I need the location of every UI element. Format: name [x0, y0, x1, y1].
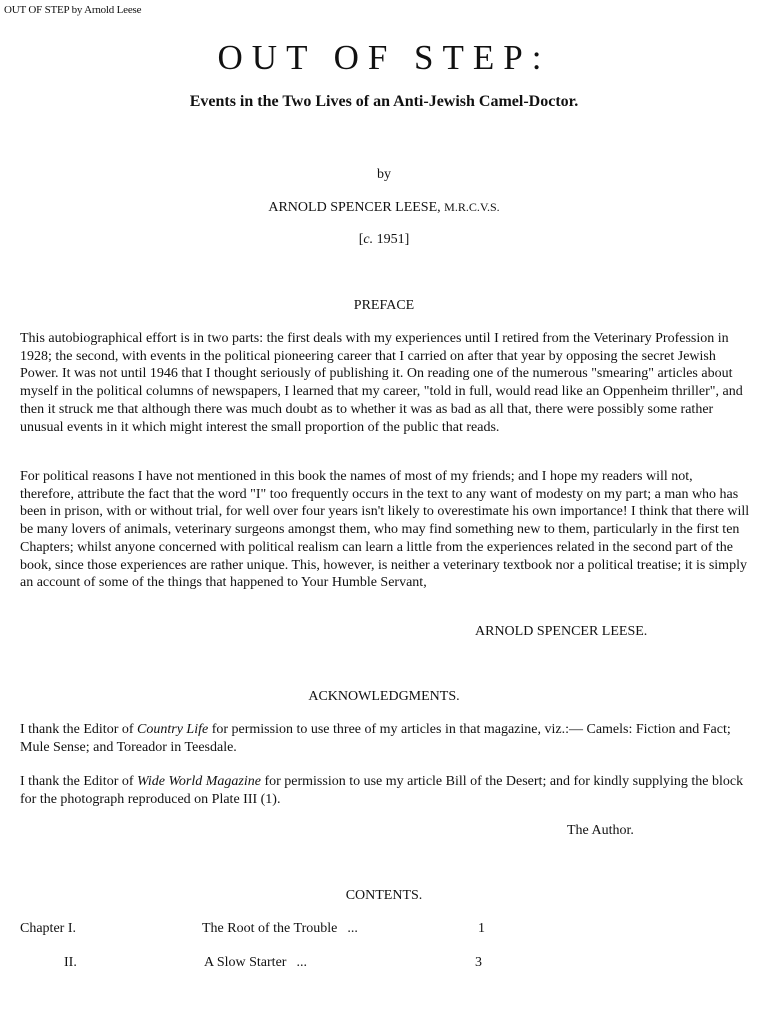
running-head: OUT OF STEP by Arnold Leese: [4, 4, 142, 16]
ack2-publication: Wide World Magazine: [137, 774, 261, 789]
by-line: by: [377, 167, 391, 182]
ack1-publication: Country Life: [137, 722, 209, 737]
contents-leader: ...: [347, 921, 358, 936]
ack1-text-after: for permission to use three of my articles in that magazine, viz.:— Camels: Fiction and Fact; Mule Sense; and Toreador in Teesdale.: [20, 722, 731, 755]
acknowledgment-paragraph-1: [20, 721, 750, 756]
date-open-bracket: [: [358, 232, 364, 247]
ack2-text-after: for permission to use my article Bill of the Desert; and for kindly supplying the block for the photograph reproduced on Plate III (1).: [20, 774, 744, 807]
preface-paragraph-1: This autobiographical effort is in two parts: the first deals with my experiences until I retired from the Veterinary Profession in 1928; the second, with events in the political pioneering career that I carried on after that year by opposing the secret Jewish Power. It was not until 1946 that I thought seriously of publishing it. On reading one of the numerous "smearing" articles about myself in the political columns of newspapers, I learned that my career, "told in full, would read like an Oppenheim thriller", and then it struck me that although there was much doubt as to whether it was as bad as all that, there were possibly some rather unusual events in it which might interest the small proportion of the public that reads.: [20, 331, 743, 435]
publication-date: [0, 233, 768, 247]
date-year: 1951]: [373, 232, 410, 247]
ack2-text-before: I thank the Editor of: [20, 774, 138, 789]
author-name: ARNOLD SPENCER LEESE,: [268, 200, 441, 215]
preface-heading: PREFACE: [353, 298, 415, 313]
book-subtitle: Events in the Two Lives of an Anti-Jewish Camel-Doctor.: [189, 93, 579, 110]
ack1-text-before: I thank the Editor of: [20, 722, 138, 737]
acknowledgments-heading: ACKNOWLEDGMENTS.: [308, 689, 460, 704]
contents-page-number: 3: [475, 955, 482, 970]
contents-leader: ...: [296, 955, 307, 970]
contents-chapter-number: II.: [64, 955, 77, 970]
contents-chapter-number: Chapter I.: [20, 921, 76, 936]
preface-paragraph-2: For political reasons I have not mentioned in this book the names of most of my friends; and I hope my readers will not, therefore, attribute the fact that the word "I" too frequently occurs in the text to any want of modesty on my part; a man who has been in prison, with or without trial, for well over four years isn't likely to overestimate his own importance! I think that there will be many lovers of animals, veterinary surgeons amongst them, who may find something new to them, particularly in the first ten Chapters; whilst anyone concerned with political realism can learn a little from the experiences related in the second part of the book, since those experiences are rather unique. This, however, is neither a veterinary textbook nor a political treatise; it is simply an account of some of the things that happened to Your Humble Servant,: [20, 469, 750, 591]
contents-chapter-title: A Slow Starter ...: [204, 955, 307, 970]
author-qualification: M.R.C.V.S.: [444, 200, 500, 214]
author-line: [0, 201, 768, 215]
acknowledgment-paragraph-2: [20, 773, 750, 808]
book-title: OUT OF STEP:: [217, 38, 551, 77]
contents-chapter-title: The Root of the Trouble ...: [202, 921, 358, 936]
contents-heading: CONTENTS.: [345, 888, 423, 903]
contents-page-number: 1: [478, 921, 485, 936]
acknowledgments-signature: The Author.: [567, 823, 634, 838]
preface-signature: ARNOLD SPENCER LEESE.: [475, 624, 648, 639]
date-circa: c.: [363, 232, 374, 247]
